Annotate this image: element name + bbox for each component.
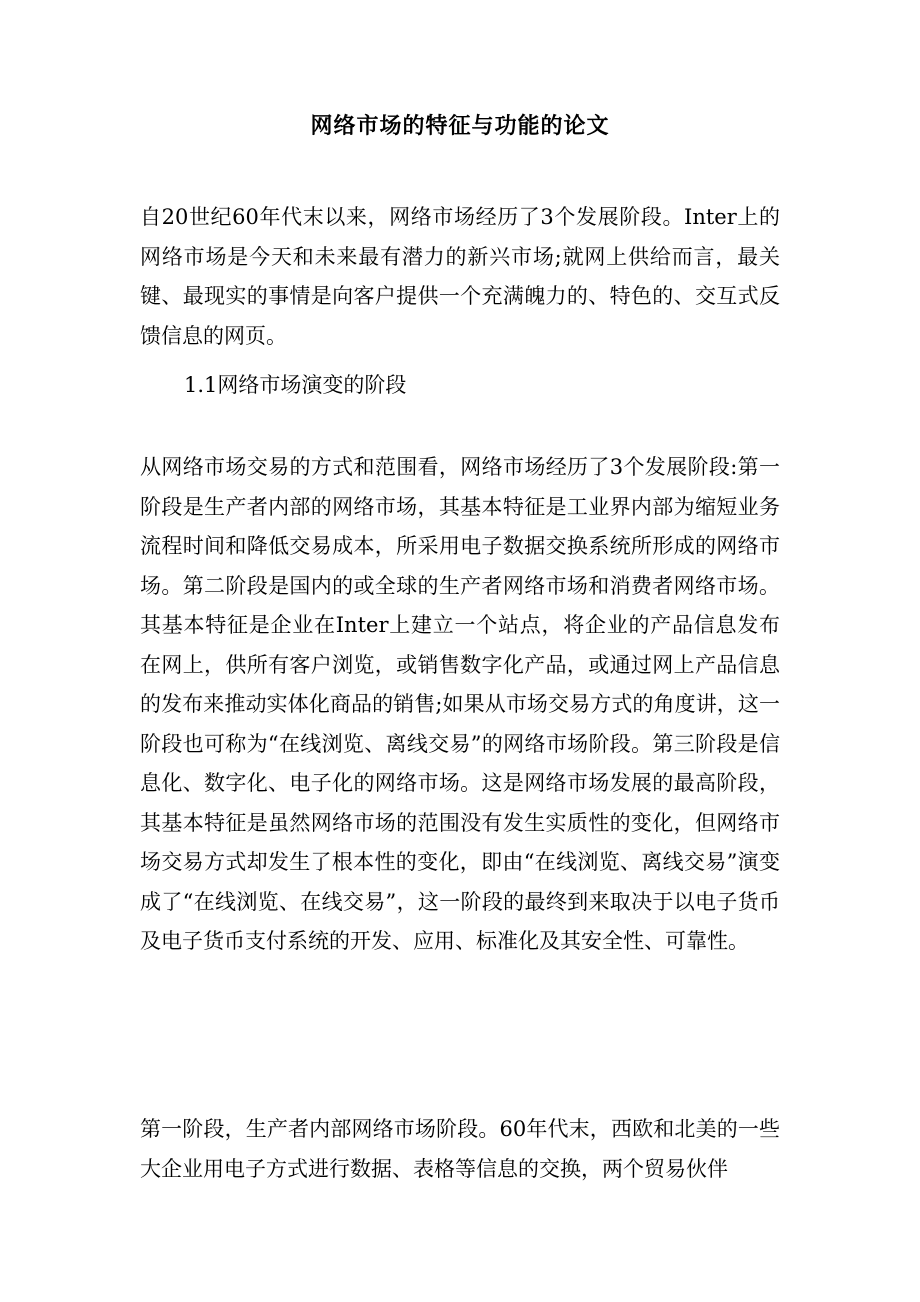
section-heading: 1.1网络市场演变的阶段 [184,373,407,397]
document-title: 网络市场的特征与功能的论文 [310,114,610,139]
paragraph-stages: 从网络市场交易的方式和范围看，网络市场经历了3个发展阶段:第一阶段是生产者内部的网络市场，其基本特征是工业界内部为缩短业务流程时间和降低交易成本，所采用电子数据交换系统所形成的网络市场。第二阶段是国内的或全球的生产者网络市场和消费者网络市场。其基本特征是企业在Inter上建立一个站点，将企业的产品信息发布在网上，供所有客户浏览，或销售数字化产品，或通过网上产品信息的发布来推动实体化商品的销售;如果从市场交易方式的角度讲，这一阶段也可称为“在线浏览、离线交易”的网络市场阶段。第三阶段是信息化、数字化、电子化的网络市场。这是网络市场发展的最高阶段，其基本特征是虽然网络市场的范围没有发生实质性的变化，但网络市场交易方式却发生了根本性的变化，即由“在线浏览、离线交易”演变成了“在线浏览、在线交易”，这一阶段的最终到来取决于以电子货币及电子货币支付系统的开发、应用、标准化及其安全性、可靠性。 [140,455,780,953]
paragraph-intro: 自20世纪60年代末以来，网络市场经历了3个发展阶段。Inter上的网络市场是今天和未来最有潜力的新兴市场;就网上供给而言，最关键、最现实的事情是向客户提供一个充满魄力的、特色的、交互式反馈信息的网页。 [140,205,780,348]
paragraph-first-stage: 第一阶段，生产者内部网络市场阶段。60年代末，西欧和北美的一些大企业用电子方式进行数据、表格等信息的交换，两个贸易伙伴 [140,1117,780,1181]
